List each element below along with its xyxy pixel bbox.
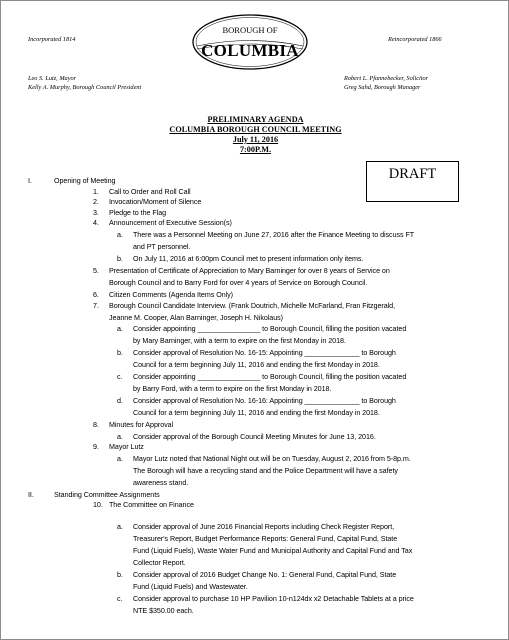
agenda-item-text: Jeanne M. Cooper, Alan Barninger, Joseph H. Nikolaus) [109,314,283,322]
agenda-item-text: Consider appointing ________________ to Borough Council, filling the position vacated [133,373,407,381]
agenda-item-text: Collector Report. [133,559,186,567]
agenda-item-text: Invocation/Moment of Silence [109,198,202,206]
agenda-item-marker: 5. [93,267,99,275]
agenda-item-text: Treasurer's Report, Budget Performance Reports: General Fund, Capital Fund, State [133,535,398,543]
agenda-item-text: Consider approval of Resolution No. 16-15: Appointing ______________ to Borough [133,349,396,357]
agenda-item-marker: c. [117,373,123,381]
agenda-item-text: Announcement of Executive Session(s) [109,219,232,227]
agenda-item-marker: 3. [93,209,99,217]
agenda-item-text: Mayor Lutz noted that National Night out will be on Tuesday, August 2, 2016 from 5-8p.m. [133,455,411,463]
agenda-item-text: Consider appointing ________________ to Borough Council, filling the position vacated [133,325,407,333]
reincorporated-text: Reincorporated 1866 [388,36,442,43]
agenda-item-text: Consider approval of Resolution No. 16-16: Appointing ______________ to Borough [133,397,396,405]
mayor-name: Leo S. Lutz, Mayor [28,75,77,82]
agenda-item-marker: 9. [93,443,99,451]
agenda-item-text: Council for a term beginning July 11, 2016 and ending the first Monday in 2018. [133,361,380,369]
agenda-item-text: and PT personnel. [133,243,191,251]
agenda-item-text: Standing Committee Assignments [54,491,160,499]
agenda-item-text: Borough Council and to Barry Ford for over 4 years of Service on Borough Council. [109,279,368,287]
agenda-item-marker: c. [117,595,123,603]
meeting-date: July 11, 2016 [232,135,279,144]
agenda-item-marker: d. [117,397,123,405]
agenda-item-marker: I. [28,177,32,185]
agenda-item-text: There was a Personnel Meeting on June 27, 2016 after the Finance Meeting to discuss FT [133,231,415,239]
agenda-item-text: Opening of Meeting [54,177,116,185]
agenda-item-text: Consider approval of the Borough Council Meeting Minutes for June 13, 2016. [133,433,376,441]
agenda-item-text: awareness stand. [133,479,189,487]
agenda-item-text: Consider approval of June 2016 Financial Reports including Check Register Report, [133,523,395,531]
left-officials [28,74,141,92]
agenda-item-marker: 2. [93,198,99,206]
agenda-item-text: Pledge to the Flag [109,209,167,217]
agenda-item-text: Borough Council Candidate Interview. (Frank Doutrich, Michelle McFarland, Fran Fitzgerald, [109,302,396,310]
logo-line1: BOROUGH OF [222,25,278,35]
agenda-item-text: Presentation of Certificate of Appreciation to Mary Barninger for over 8 years of Service on [109,267,390,275]
agenda-item-marker: 7. [93,302,99,310]
agenda-item-text: Minutes for Approval [109,421,174,429]
agenda-item-text: The Committee on Finance [109,501,194,509]
agenda-item-marker: 1. [93,188,99,196]
borough-logo [191,13,309,71]
agenda-title: PRELIMINARY AGENDA [207,115,304,124]
meeting-title: COLUMBIA BOROUGH COUNCIL MEETING [169,125,342,134]
agenda-item-marker: 6. [93,291,99,299]
draft-stamp: DRAFT [366,161,459,202]
agenda-item-text: by Mary Barninger, with a term to expire on the first Monday in 2018. [133,337,346,345]
right-officials [344,74,428,92]
agenda-item-marker: b. [117,349,123,357]
agenda-item-marker: 8. [93,421,99,429]
agenda-item-text: Mayor Lutz [109,443,144,451]
agenda-item-marker: II. [28,491,34,499]
agenda-item-marker: a. [117,231,123,239]
manager-name: Greg Sahd, Borough Manager [344,84,421,91]
agenda-item-marker: a. [117,523,123,531]
agenda-item-marker: b. [117,255,123,263]
agenda-item-text: On July 11, 2016 at 6:00pm Council met to present information only items. [133,255,364,263]
agenda-item-text: Consider approval of 2016 Budget Change No. 1: General Fund, Capital Fund, State [133,571,397,579]
agenda-item-text: by Barry Ford, with a term to expire on the first Monday in 2018. [133,385,332,393]
agenda-item-text: NTE $350.00 each. [133,607,194,615]
agenda-item-marker: a. [117,455,123,463]
agenda-item-text: Call to Order and Roll Call [109,188,191,196]
agenda-item-marker: 4. [93,219,99,227]
agenda-item-marker: a. [117,433,123,441]
agenda-item-text: Council for a term beginning July 11, 2016 and ending the first Monday in 2018. [133,409,380,417]
agenda-item-marker: b. [117,571,123,579]
agenda-item-text: Citizen Comments (Agenda Items Only) [109,291,233,299]
agenda-item-text: The Borough will have a recycling stand and the Police Department will have a safety [133,467,398,475]
agenda-item-marker: a. [117,325,123,333]
agenda-item-text: Consider approval to purchase 10 HP Pavilion 10-n124dx x2 Detachable Tablets at a price [133,595,414,603]
agenda-item-text: Fund (Liquid Fuels), Waste Water Fund and Municipal Authority and Capital Fund and Tax [133,547,413,555]
logo-line2: COLUMBIA [201,41,299,60]
agenda-item-marker: 10. [93,501,103,509]
meeting-time: 7:00P.M. [239,145,272,154]
solicitor-name: Robert L. Pfannebecker, Solicitor [344,75,429,82]
incorporated-text: Incorporated 1814 [28,36,76,43]
agenda-item-text: Fund (Liquid Fuels) and Wastewater. [133,583,248,591]
president-name: Kelly A. Murphy, Borough Council President [28,84,142,91]
